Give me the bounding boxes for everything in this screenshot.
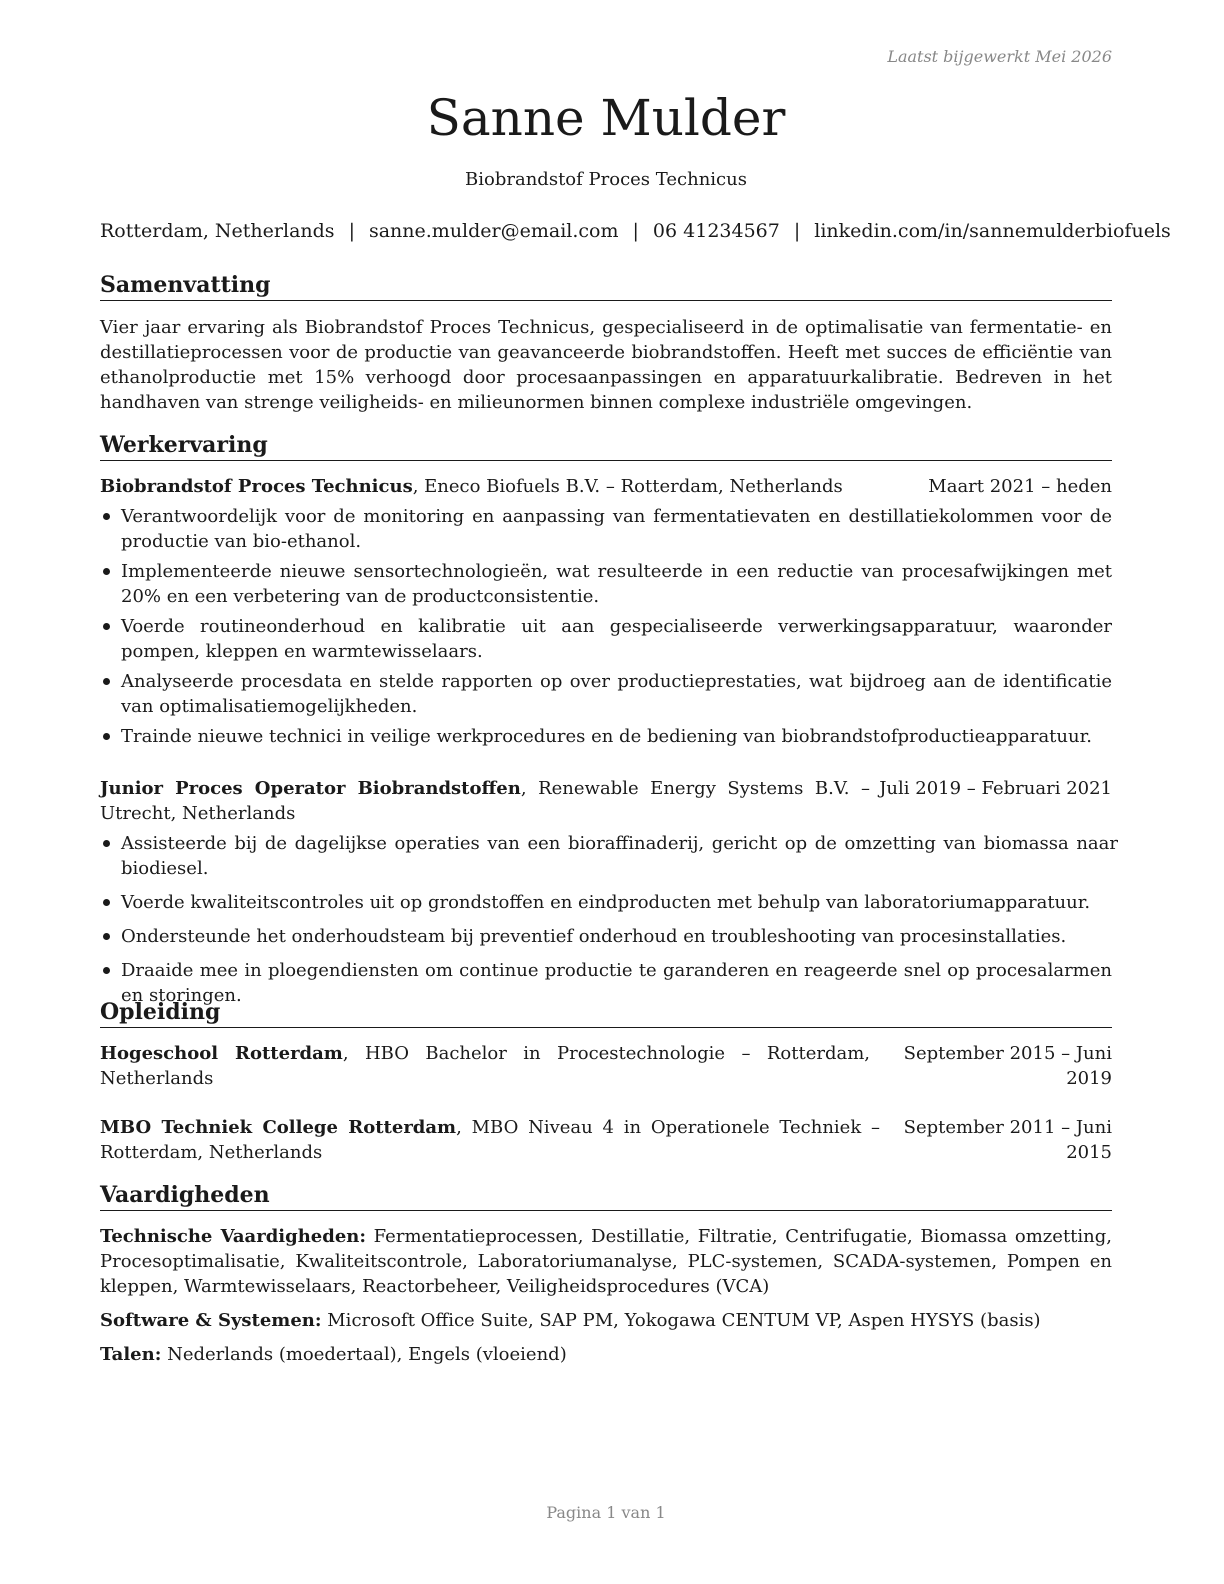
job-dates: Juli 2019 – Februari 2021 <box>879 778 1112 799</box>
resume-page <box>100 0 1171 1584</box>
education-heading: Opleiding <box>100 998 1112 1028</box>
contact-phone: 06 41234567 <box>652 220 780 242</box>
education-detail: , MBO Niveau 4 in Operationele Techniek – Rotterdam, Netherlands <box>100 1117 880 1163</box>
education-dates-line: September 2015 – Juni <box>903 1043 1112 1064</box>
skill-line-languages <box>100 1342 1112 1367</box>
education-school: MBO Techniek College Rotterdam <box>100 1117 457 1138</box>
skill-value: Nederlands (moedertaal), Engels (vloeiend) <box>161 1344 567 1365</box>
job-bullet: Draaide mee in ploegendiensten om continue productie te garanderen en reageerde snel op procesalarmen en storingen. <box>100 958 1112 1008</box>
job-bullet: Verantwoordelijk voor de monitoring en aanpassing van fermentatievaten en destillatiekolommen voor de productie van bio-ethanol. <box>100 504 1112 554</box>
contact-linkedin[interactable]: linkedin.com/in/sannemulderbiofuels <box>814 220 1171 242</box>
skill-line-technical <box>100 1224 1112 1299</box>
last-updated-note: Laatst bijgewerkt Mei 2026 <box>887 47 1112 66</box>
job-bullets <box>100 504 1112 749</box>
candidate-name: Sanne Mulder <box>426 89 786 147</box>
skills-heading: Vaardigheden <box>100 1181 1112 1211</box>
education-detail: , HBO Bachelor in Procestechnologie – Rotterdam, Netherlands <box>100 1043 870 1089</box>
contact-location: Rotterdam, Netherlands <box>100 220 335 242</box>
job-dates: Maart 2021 – heden <box>928 476 1112 497</box>
job-bullet: Voerde routineonderhoud en kalibratie uit aan gespecialiseerde verwerkingsapparatuur, waaronder pompen, kleppen en warmtewisselaars. <box>100 614 1112 664</box>
education-school: Hogeschool Rotterdam <box>100 1043 343 1064</box>
job-role-line <box>100 776 870 826</box>
contact-separator: | <box>632 220 639 242</box>
skill-line-software <box>100 1308 1112 1333</box>
job-bullets <box>100 831 1118 1008</box>
summary-text: Vier jaar ervaring als Biobrandstof Proces Technicus, gespecialiseerd in de optimalisatie van fermentatie- en destillatieprocessen voor de productie van geavanceerde biobrandstoffen. Heeft met succes de efficiëntie van ethanolproductie met 15% verhoogd door procesaanpassingen en apparatuurkalibratie. Bedreven in het handhaven van strenge veiligheids- en milieunormen binnen complexe industriële omgevingen. <box>100 317 1112 413</box>
job-header <box>100 776 1112 826</box>
skill-label: Software & Systemen: <box>100 1310 322 1331</box>
page-footer: Pagina 1 van 1 <box>546 1503 666 1522</box>
education-dates <box>904 1041 1112 1091</box>
job-role: Junior Proces Operator Biobrandstoffen <box>100 778 521 799</box>
job-bullet: Voerde kwaliteitscontroles uit op grondstoffen en eindproducten met behulp van laboratoriumapparatuur. <box>100 890 1118 915</box>
job-header <box>100 474 1112 499</box>
job-company: , Renewable Energy Systems B.V. – Utrecht, Netherlands <box>100 778 870 824</box>
education-dates-line: September 2011 – Juni <box>903 1117 1112 1138</box>
contact-separator: | <box>793 220 801 242</box>
job-bullet: Trainde nieuwe technici in veilige werkprocedures en de bediening van biobrandstofproductieapparatuur. <box>100 724 1112 749</box>
education-entry <box>100 1115 1112 1165</box>
job-company: , Eneco Biofuels B.V. – Rotterdam, Netherlands <box>412 476 843 497</box>
skill-value: Fermentatieprocessen, Destillatie, Filtratie, Centrifugatie, Biomassa omzetting, Procesoptimalisatie, Kwaliteitscontrole, Laboratoriumanalyse, PLC-systemen, SCADA-systemen, Pompen en kleppen, Warmtewisselaars, Reactorbeheer, Veiligheidsprocedures (VCA) <box>100 1226 1112 1297</box>
job-role-line <box>100 474 843 499</box>
job-bullet: Assisteerde bij de dagelijkse operaties van een bioraffinaderij, gericht op de omzetting van biomassa naar biodiesel. <box>100 831 1118 881</box>
contact-email[interactable]: sanne.mulder@email.com <box>368 220 619 242</box>
education-dates <box>904 1115 1112 1165</box>
education-entry <box>100 1041 1112 1091</box>
job-bullet: Ondersteunde het onderhoudsteam bij preventief onderhoud en troubleshooting van procesinstallaties. <box>100 924 1118 949</box>
job-role: Biobrandstof Proces Technicus <box>100 476 413 497</box>
contact-line <box>100 219 1171 244</box>
job-bullet: Analyseerde procesdata en stelde rapporten op over productieprestaties, wat bijdroeg aan de identificatie van optimalisatiemogelijkheden. <box>100 669 1112 719</box>
education-dates-line: 2015 <box>1066 1142 1112 1163</box>
skill-label: Talen: <box>100 1344 162 1365</box>
education-line <box>100 1115 880 1165</box>
summary-heading: Samenvatting <box>100 271 1112 301</box>
education-line <box>100 1041 870 1091</box>
contact-separator: | <box>348 220 355 242</box>
education-dates-line: 2019 <box>1066 1068 1112 1089</box>
experience-heading: Werkervaring <box>100 431 1112 461</box>
skill-value: Microsoft Office Suite, SAP PM, Yokogawa CENTUM VP, Aspen HYSYS (basis) <box>321 1310 1041 1331</box>
candidate-title: Biobrandstof Proces Technicus <box>465 169 747 190</box>
skill-label: Technische Vaardigheden: <box>100 1226 367 1247</box>
job-bullet: Implementeerde nieuwe sensortechnologieën, wat resulteerde in een reductie van procesafwijkingen met 20% en een verbetering van de productconsistentie. <box>100 559 1112 609</box>
